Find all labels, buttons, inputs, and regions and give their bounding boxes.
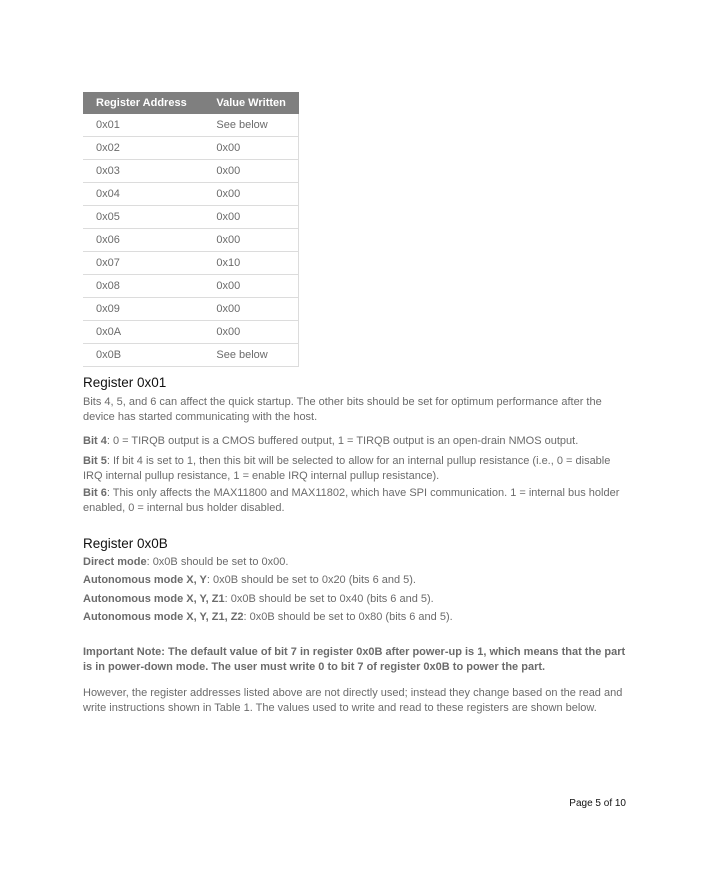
table-row <box>83 183 299 206</box>
value-written-cell: 0x00 <box>202 229 298 252</box>
register-address-cell: 0x05 <box>83 206 202 229</box>
bit6-paragraph <box>83 486 628 515</box>
table-row <box>83 160 299 183</box>
value-written-cell: 0x10 <box>202 252 298 275</box>
register-address-cell: 0x03 <box>83 160 202 183</box>
bit5-paragraph <box>83 454 628 483</box>
value-written-cell: 0x00 <box>202 137 298 160</box>
table-row <box>83 206 299 229</box>
mode-label: Autonomous mode X, Y, Z1 <box>83 593 225 605</box>
value-written-cell: 0x00 <box>202 206 298 229</box>
mode-text: : 0x0B should be set to 0x80 (bits 6 and 5). <box>243 611 453 623</box>
mode-line <box>83 573 628 588</box>
register-0x01-intro: Bits 4, 5, and 6 can affect the quick startup. The other bits should be set for optimum performance after the device has started communicating with the host. <box>83 396 602 423</box>
register-address-cell: 0x0B <box>83 344 202 367</box>
table-row <box>83 275 299 298</box>
register-table <box>83 92 299 367</box>
value-written-cell: 0x00 <box>202 160 298 183</box>
mode-label: Autonomous mode X, Y <box>83 574 207 586</box>
register-0x01-heading: Register 0x01 <box>83 375 167 390</box>
register-address-cell: 0x08 <box>83 275 202 298</box>
table-row <box>83 298 299 321</box>
register-address-cell: 0x09 <box>83 298 202 321</box>
bit4-paragraph <box>83 434 628 449</box>
mode-label: Direct mode <box>83 556 147 568</box>
register-address-cell: 0x06 <box>83 229 202 252</box>
bit6-text: : This only affects the MAX11800 and MAX11802, which have SPI communication. 1 = internal bus holder enabled, 0 = internal bus holder disabled. <box>83 487 620 514</box>
page-number: Page 5 of 10 <box>569 798 626 809</box>
table-row <box>83 114 299 137</box>
table-row <box>83 344 299 367</box>
mode-line <box>83 555 628 570</box>
bit5-text: : If bit 4 is set to 1, then this bit will be selected to allow for an internal pullup resistance (i.e., 0 = disable IRQ internal pullup resistance, 1 = enable IRQ internal pullup resistance). <box>83 455 611 482</box>
important-note: Important Note: The default value of bit 7 in register 0x0B after power-up is 1, which means that the part is in power-down mode. The user must write 0 to bit 7 of register 0x0B to power the part. <box>83 646 626 673</box>
register-address-cell: 0x07 <box>83 252 202 275</box>
value-written-cell: 0x00 <box>202 275 298 298</box>
bit4-text: : 0 = TIRQB output is a CMOS buffered output, 1 = TIRQB output is an open-drain NMOS output. <box>106 435 579 447</box>
table-header-row <box>83 92 299 114</box>
value-written-cell: See below <box>202 114 298 137</box>
value-written-cell: 0x00 <box>202 298 298 321</box>
value-written-cell: 0x00 <box>202 183 298 206</box>
mode-line <box>83 610 628 625</box>
table-row <box>83 321 299 344</box>
mode-text: : 0x0B should be set to 0x40 (bits 6 and 5). <box>224 593 434 605</box>
register-address-cell: 0x04 <box>83 183 202 206</box>
register-0x0b-heading: Register 0x0B <box>83 536 168 551</box>
table-row <box>83 229 299 252</box>
register-address-cell: 0x01 <box>83 114 202 137</box>
table-row <box>83 137 299 160</box>
column-header: Register Address <box>83 92 202 114</box>
mode-label: Autonomous mode X, Y, Z1, Z2 <box>83 611 244 623</box>
bit6-label: Bit 6 <box>83 487 107 499</box>
register-address-cell: 0x0A <box>83 321 202 344</box>
mode-text: : 0x0B should be set to 0x20 (bits 6 and 5). <box>206 574 416 586</box>
register-address-cell: 0x02 <box>83 137 202 160</box>
mode-line <box>83 592 628 607</box>
bit5-label: Bit 5 <box>83 455 107 467</box>
value-written-cell: 0x00 <box>202 321 298 344</box>
bit4-label: Bit 4 <box>83 435 107 447</box>
mode-text: : 0x0B should be set to 0x00. <box>146 556 289 568</box>
value-written-cell: See below <box>202 344 298 367</box>
column-header: Value Written <box>202 92 298 114</box>
table-row <box>83 252 299 275</box>
closing-paragraph: However, the register addresses listed above are not directly used; instead they change based on the read and write instructions shown in Table 1. The values used to write and read to these registers are shown below. <box>83 687 623 714</box>
